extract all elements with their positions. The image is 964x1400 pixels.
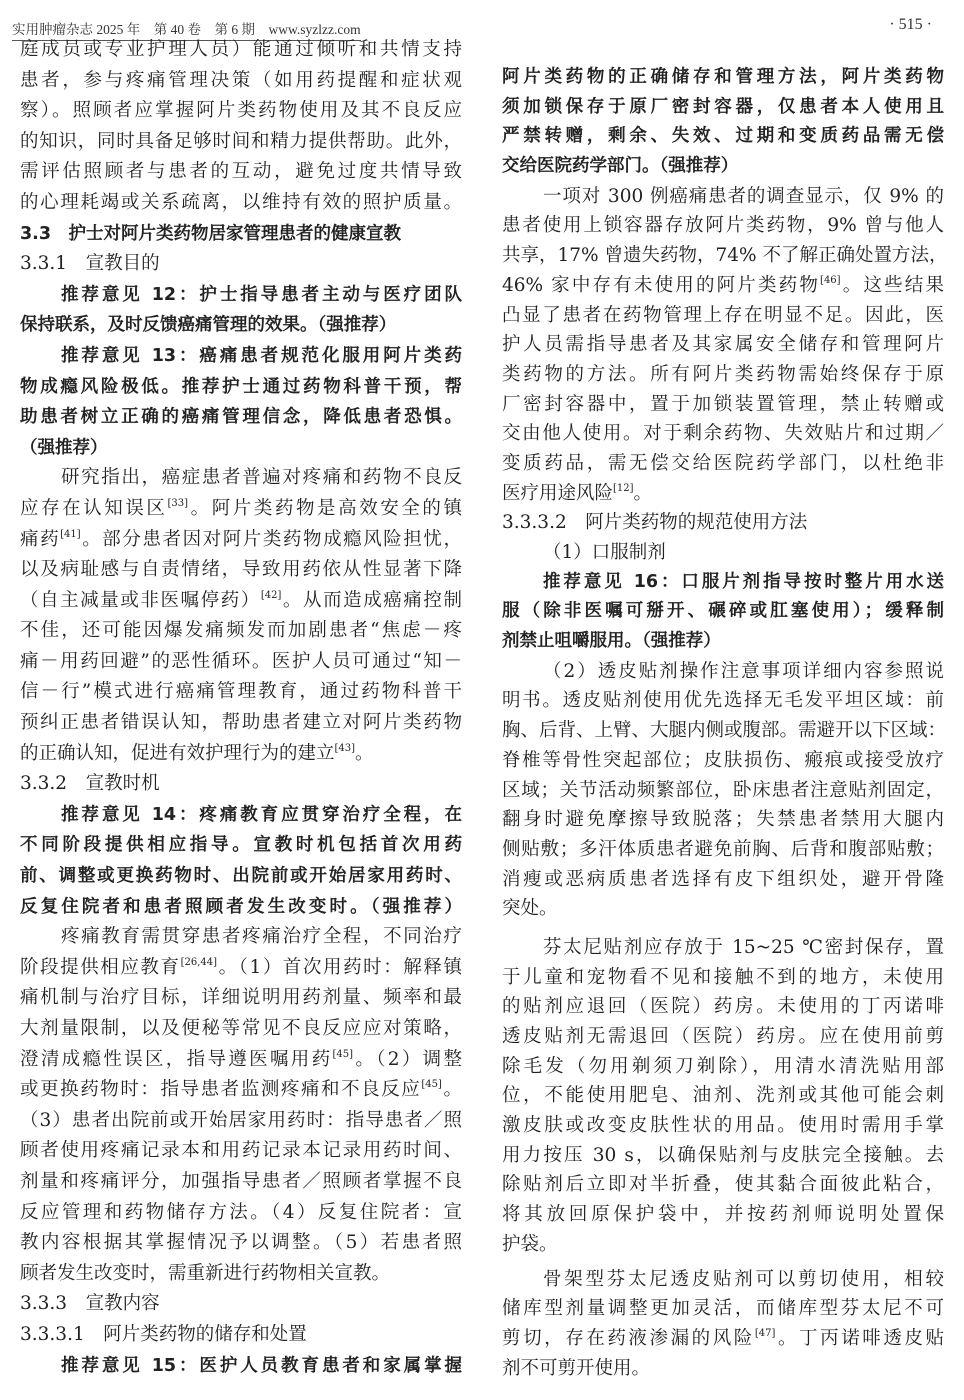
text-line <box>502 449 944 479</box>
text-line <box>20 1075 462 1106</box>
text-line <box>502 211 944 241</box>
text-segment: 患者使用上锁容器存放阿片类药物，9% 曾与他人 <box>502 215 944 237</box>
text-segment: 透皮贴剂无需退回（医院）药房。应在使用前剪 <box>502 1026 944 1047</box>
text-segment: （2）透皮贴剂操作注意事项详细内容参照说 <box>543 660 944 682</box>
text-line <box>20 983 462 1014</box>
text-segment: 位，不能使用肥皂、油剂、洗剂或其他可能会刺 <box>502 1085 944 1107</box>
text-segment: 推荐意见 14：疼痛教育应贯穿治疗全程，在 <box>61 804 462 825</box>
citation-ref: [26,44] <box>180 956 218 968</box>
text-segment: 剂量和疼痛评分，加强指导患者／照顾者掌握不良 <box>20 1170 462 1192</box>
text-segment: 交给医院药学部门。（强推荐） <box>502 156 739 177</box>
text-segment: 预纠正患者错误认知，帮助患者建立对阿片类药物 <box>20 712 462 734</box>
text-segment: 护人员需指导患者及其家属安全储存和管理阿片 <box>502 334 944 356</box>
recommendation-line <box>502 122 944 152</box>
text-line <box>20 739 462 770</box>
text-segment: 46% 家中存有未使用的阿片类药物 <box>502 274 821 296</box>
text-segment: 阿片类药物的正确储存和管理方法，阿片类药物 <box>502 67 944 87</box>
text-segment: 须加锁保存于原厂密封容器，仅患者本人使用且 <box>502 96 944 117</box>
text-line <box>20 1167 462 1198</box>
text-segment: 。从而造成癌痛控制 <box>281 589 462 611</box>
text-segment: 助患者树立正确的癌痛管理信念，降低患者恐惧。 <box>20 407 462 428</box>
text-line <box>20 35 462 66</box>
text-segment: 察）。照顾者应掌握阿片类药物使用及其不良反应 <box>20 100 462 122</box>
text-line <box>502 1052 944 1082</box>
text-line <box>20 96 462 127</box>
text-line <box>502 1141 944 1171</box>
text-segment: 的贴剂应退回（医院）药房。未使用的丁丙诺啡 <box>502 996 944 1018</box>
text-line <box>502 419 944 449</box>
text-segment: （强推荐） <box>20 437 108 458</box>
text-segment: 于儿童和宠物看不见和接触不到的地方，未使用 <box>502 966 944 988</box>
text-segment: 。丁丙诺啡透皮贴 <box>775 1327 944 1349</box>
text-segment: 前、调整或更换药物时、出院前或开始居家用药时、 <box>20 866 462 887</box>
text-segment: 将其放回原保护袋中，并按药剂师说明处置保 <box>502 1204 944 1226</box>
section-heading <box>20 219 462 250</box>
text-segment: 一项对 300 例癌痛患者的调查显示，仅 9% 的 <box>543 185 944 207</box>
text-line <box>20 157 462 188</box>
text-line <box>20 1198 462 1229</box>
recommendation-line <box>20 372 462 403</box>
text-line <box>502 894 944 924</box>
text-segment: 。（2）调整 <box>352 1048 462 1070</box>
text-line <box>20 586 462 617</box>
citation-ref: [42] <box>260 589 282 601</box>
text-line <box>20 1320 462 1351</box>
text-line <box>502 360 944 390</box>
text-segment: 明书。透皮贴剂使用优先选择无毛发平坦区域：前 <box>502 690 944 712</box>
text-line <box>20 1228 462 1259</box>
text-line <box>502 390 944 420</box>
text-line <box>20 525 462 556</box>
text-line <box>502 1354 944 1384</box>
text-segment: （1）口服制剂 <box>543 542 666 563</box>
text-segment: 。 <box>441 1079 462 1101</box>
text-segment: 侧贴敷；多汗体质患者避免前胸、后背和腹部贴敷； <box>502 838 944 860</box>
text-line <box>502 1265 944 1295</box>
text-line <box>502 963 944 993</box>
text-segment: 3.3.1 宣教目的 <box>20 253 160 275</box>
text-line <box>502 241 948 271</box>
text-segment: 护袋。 <box>502 1233 558 1255</box>
text-segment: 不同阶段提供相应指导。宣教时机包括首次用药 <box>20 835 462 856</box>
text-segment: 推荐意见 15：医护人员教育患者和家属掌握 <box>61 1355 462 1376</box>
citation-ref: [46] <box>820 274 841 286</box>
text-line <box>502 657 944 687</box>
text-line <box>502 301 944 331</box>
text-line <box>20 494 462 525</box>
text-line <box>502 271 944 301</box>
text-line <box>20 249 462 280</box>
text-segment: 骨架型芬太尼透皮贴剂可以剪切使用，相较 <box>543 1268 944 1290</box>
text-segment: 脊椎等骨性突起部位；皮肤损伤、瘢痕或接受放疗 <box>502 749 944 771</box>
recommendation-line <box>20 800 462 831</box>
text-segment: 。 <box>355 742 374 764</box>
text-segment: 需评估照顾者与患者的互动，避免过度共情导致 <box>20 161 462 183</box>
text-segment: 庭成员或专业护理人员）能通过倾听和共情支持 <box>20 39 462 60</box>
text-line <box>20 922 462 953</box>
text-segment: 胸、后背、上臂、大腿内侧或腹部。需避开以下区域： <box>502 720 947 742</box>
text-segment: 消瘦或恶病质患者选择有皮下组织处，避开骨隆 <box>502 868 944 890</box>
text-segment: 储库型剂量调整更加灵活，而储库型芬太尼不可 <box>502 1298 944 1320</box>
recommendation-line <box>502 627 944 657</box>
text-segment: 激皮肤或改变皮肤性状的用品。使用时需用手掌 <box>502 1115 944 1137</box>
text-line <box>20 616 462 647</box>
text-line <box>502 1230 944 1260</box>
text-segment: 交由他人使用。对于剩余药物、失效贴片和过期／ <box>502 423 944 445</box>
text-segment: 痛药 <box>20 528 61 550</box>
recommendation-line <box>502 93 944 123</box>
recommendation-line <box>20 280 462 311</box>
text-segment: 医疗用途风险 <box>502 482 614 504</box>
text-segment: 推荐意见 12：护士指导患者主动与医疗团队 <box>61 284 462 305</box>
text-line <box>20 555 462 586</box>
text-segment: 大剂量限制，以及便秘等常见不良反应应对策略， <box>20 1018 462 1039</box>
running-header: 实用肿瘤杂志 2025 年 第 40 卷 第 6 期 www.syzlzz.com <box>12 18 361 41</box>
text-segment: 保持联系，及时反馈癌痛管理的效果。（强推荐） <box>20 315 397 336</box>
recommendation-line <box>502 568 944 598</box>
text-segment: 区域；关节活动频繁部位，卧床患者注意贴剂固定， <box>502 779 944 801</box>
text-line <box>20 647 462 678</box>
text-line <box>20 127 462 158</box>
text-line <box>502 1022 944 1052</box>
text-segment: 的正确认知，促进有效护理行为的建立 <box>20 742 335 764</box>
text-line <box>20 953 462 984</box>
text-segment: 物成瘾风险极低。推荐护士通过药物科普干预，帮 <box>20 376 462 397</box>
recommendation-line <box>20 830 462 861</box>
text-line <box>502 933 944 963</box>
text-line <box>502 182 944 212</box>
text-line <box>502 835 944 865</box>
citation-ref: [41] <box>60 528 81 540</box>
text-line <box>502 1111 944 1141</box>
text-line <box>502 716 947 746</box>
text-line <box>20 1289 462 1320</box>
text-line <box>20 769 462 800</box>
text-line <box>502 330 944 360</box>
text-segment: 3.3.3.1 阿片类药物的储存和处置 <box>20 1323 307 1345</box>
recommendation-line <box>502 152 944 182</box>
text-segment: 不佳，还可能因爆发痛频发而加剧患者“焦虑－疼 <box>20 620 462 642</box>
text-line <box>502 776 944 806</box>
text-segment: 信－行”模式进行癌痛管理教育，通过药物科普干 <box>20 681 462 703</box>
text-segment: 除毛发（勿用剃须刀剃除），用清水清洗贴用部 <box>502 1055 944 1077</box>
text-line <box>502 1294 944 1324</box>
text-line <box>20 188 462 219</box>
text-line <box>502 1324 944 1354</box>
text-segment: 共享，17% 曾遗失药物，74% 不了解正确处置方法， <box>502 245 948 267</box>
text-line <box>20 1014 462 1045</box>
text-line <box>502 1170 944 1200</box>
recommendation-line <box>20 402 462 433</box>
text-segment: 剂禁止咀嚼服用。（强推荐） <box>502 631 721 652</box>
text-segment: 用力按压 30 s，以确保贴剂与皮肤完全接触。去 <box>502 1144 944 1166</box>
text-segment: 剂不可剪开使用。 <box>502 1357 651 1379</box>
text-line <box>502 538 944 568</box>
recommendation-line <box>20 310 462 341</box>
text-segment: 研究指出，癌症患者普遍对疼痛和药物不良反 <box>61 467 462 489</box>
text-segment: 或更换药物时：指导患者监测疼痛和不良反应 <box>20 1079 422 1101</box>
text-segment: 3.3.3 宣教内容 <box>20 1293 160 1315</box>
citation-ref: [12] <box>613 482 634 494</box>
citation-ref: [43] <box>334 742 356 754</box>
text-segment: 反应管理和药物储存方法。（4）反复住院者：宣 <box>20 1201 462 1223</box>
text-line <box>502 746 944 776</box>
text-line <box>20 1045 462 1076</box>
text-segment: 澄清成瘾性误区，指导遵医嘱用药 <box>20 1048 333 1070</box>
text-line <box>20 1259 462 1290</box>
text-segment: 。这些结果 <box>840 274 944 296</box>
recommendation-line <box>20 892 462 923</box>
text-segment: 疼痛教育需贯穿患者疼痛治疗全程，不同治疗 <box>61 926 462 948</box>
citation-ref: [47] <box>754 1327 776 1339</box>
text-segment: 推荐意见 16：口服片剂指导按时整片用水送 <box>543 571 944 592</box>
recommendation-line <box>502 63 944 93</box>
text-segment: 阶段提供相应教育 <box>20 956 181 978</box>
text-segment: 教内容根据其掌握情况予以调整。（5）若患者照 <box>20 1232 462 1254</box>
text-line <box>502 992 944 1022</box>
text-segment: 以及病耻感与自责情绪，导致用药依从性显著下降 <box>20 559 462 581</box>
text-segment: 突处。 <box>502 898 558 920</box>
text-segment: 的心理耗竭或关系疏离，以维持有效的照护质量。 <box>20 191 462 213</box>
text-segment: 3.3 护士对阿片类药物居家管理患者的健康宣教 <box>20 223 401 244</box>
text-segment: 顾者使用疼痛记录本和用药记录本记录用药时间、 <box>20 1140 462 1162</box>
text-segment: 。部分患者因对阿片类药物成瘾风险担忧， <box>80 528 462 550</box>
text-line <box>502 479 944 509</box>
text-segment: 。 <box>633 482 653 504</box>
text-segment: 应存在认知误区 <box>20 497 168 519</box>
recommendation-line <box>502 597 944 627</box>
text-line <box>502 1081 944 1111</box>
text-segment: 剪切，存在药液渗漏的风险 <box>502 1327 755 1349</box>
text-segment: 患者，参与疼痛管理决策（如用药提醒和症状观 <box>20 69 462 91</box>
recommendation-line <box>20 433 462 464</box>
text-segment: 推荐意见 13：癌痛患者规范化服用阿片类药 <box>61 345 462 366</box>
page-number: · 515 · <box>889 16 932 33</box>
text-segment: （3）患者出院前或开始居家用药时：指导患者／照 <box>20 1109 462 1131</box>
text-segment: 严禁转赠，剩余、失效、过期和变质药品需无偿 <box>502 126 944 147</box>
left-column <box>20 35 462 1381</box>
text-segment: 变质药品，需无偿交给医院药学部门，以杜绝非 <box>502 452 944 474</box>
text-line <box>20 463 462 494</box>
text-line <box>502 865 944 895</box>
text-segment: 3.3.2 宣教时机 <box>20 773 160 795</box>
text-segment: 除贴剂后立即对半折叠，使其黏合面彼此粘合， <box>502 1174 944 1196</box>
text-segment: 痛－用药回避”的恶性循环。医护人员可通过“知－ <box>20 650 462 672</box>
text-segment: 3.3.3.2 阿片类药物的规范使用方法 <box>502 512 808 534</box>
text-segment: 顾者发生改变时，需重新进行药物相关宣教。 <box>20 1262 391 1284</box>
recommendation-line <box>20 341 462 372</box>
recommendation-line <box>20 861 462 892</box>
text-line <box>20 66 462 97</box>
text-segment: 的知识，同时具备足够时间和精力提供帮助。此外， <box>20 130 462 152</box>
citation-ref: [45] <box>332 1048 353 1060</box>
text-line <box>502 805 944 835</box>
text-line <box>502 508 944 538</box>
text-line <box>20 677 462 708</box>
text-line <box>502 1200 944 1230</box>
text-segment: 凸显了患者在药物管理上存在明显不足。因此，医 <box>502 304 944 326</box>
text-line <box>502 686 944 716</box>
text-segment: 翻身时避免摩擦导致脱落；失禁患者禁用大腿内 <box>502 809 944 831</box>
text-segment: 。（1）首次用药时：解释镇 <box>217 956 462 978</box>
text-line <box>20 708 462 739</box>
recommendation-line <box>20 1351 462 1382</box>
text-segment: 服（除非医嘱可掰开、碾碎或肛塞使用）；缓释制 <box>502 601 944 622</box>
text-line <box>20 1136 462 1167</box>
text-segment: 厂密封容器中，置于加锁装置管理，禁止转赠或 <box>502 393 944 415</box>
text-segment: 类药物的方法。所有阿片类药物需始终保存于原 <box>502 363 944 385</box>
text-segment: 痛机制与治疗目标，详细说明用药剂量、频率和最 <box>20 987 462 1009</box>
text-segment: （自主减量或非医嘱停药） <box>20 589 261 611</box>
text-line <box>20 1106 462 1137</box>
text-segment: 。阿片类药物是高效安全的镇 <box>188 497 462 519</box>
text-segment: 反复住院者和患者照顾者发生改变时。（强推荐） <box>20 896 462 917</box>
citation-ref: [33] <box>167 497 189 509</box>
right-column <box>502 63 948 1383</box>
text-segment: 芬太尼贴剂应存放于 15~25 ℃密封保存，置 <box>543 936 944 958</box>
citation-ref: [45] <box>421 1079 442 1091</box>
